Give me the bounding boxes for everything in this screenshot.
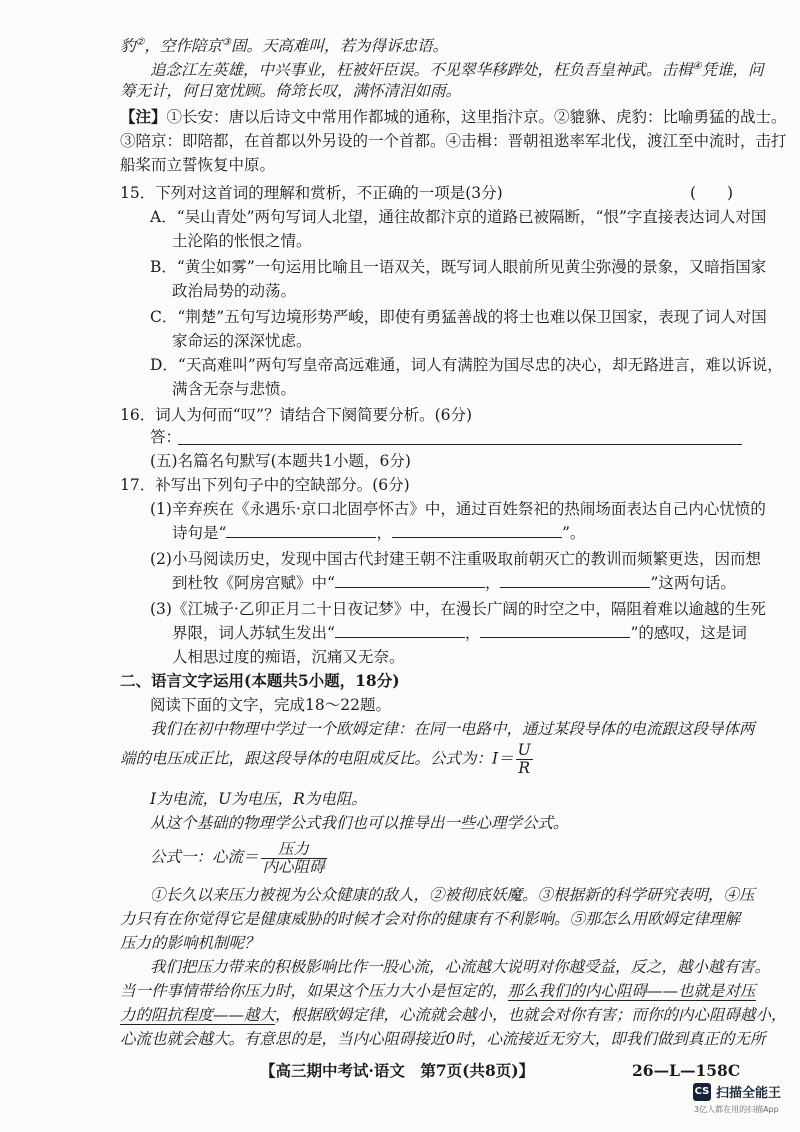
formula-one: 公式一：心流＝ $\frac{\text{压力}}{\text{内心阻碍}}$ xyxy=(150,839,325,876)
underlined-sentence-cont: 力的阻抗程度——越大 xyxy=(120,1006,276,1024)
q17-item-1-blanks: 诗句是“ ， ”。 xyxy=(172,524,586,542)
q15-option-c: C．“荆楚”五句写边境形势严峻，即使有勇猛善战的将士也难以保卫国家，表现了词人对国 xyxy=(150,308,767,326)
scanner-logo-icon: CS xyxy=(693,1083,711,1101)
q15-option-d-cont: 满含无奈与悲愤。 xyxy=(172,380,297,398)
blank-1a[interactable] xyxy=(226,523,376,538)
part-2-heading: 二、语言文字运用(本题共5小题，18分) xyxy=(120,671,400,690)
q16-answer-label: 答： xyxy=(150,428,182,446)
q15-option-a-cont: 土沦陷的怅恨之情。 xyxy=(172,232,312,250)
q17-item-3-cont: 人相思过度的痴语，沉痛又无奈。 xyxy=(172,648,405,666)
note-line-3: 船桨而立誓恢复中原。 xyxy=(120,156,276,174)
blank-3b[interactable] xyxy=(480,623,630,638)
ohm-fraction: $\frac{U}{R}$ xyxy=(517,741,531,777)
q17-item-2: (2)小马阅读历史，发现中国古代封建王朝不注重吸取前朝灭亡的教训而频繁更迭，因而想 xyxy=(150,550,761,568)
passage-p5-line4: 心流也就会越大。有意思的是，当内心阻碍接近0时，心流接近无穷大，即我们做到真正的无所 xyxy=(120,1030,766,1048)
poem-line-3: 筹无计，何日宽忧顾。倚筇长叹，满怀清泪如雨。 xyxy=(120,82,462,100)
poem-line-1: 豹②，空作陪京③固。天高难叫，若为得诉忠语。 xyxy=(120,37,448,56)
passage-p1-cont: 端的电压成正比，跟这段导体的电阻成反比。公式为：I＝ $\frac{U}{R}$ xyxy=(120,741,531,777)
note-line-1: 【注】①长安：唐以后诗文中常用作都城的通称，这里指汴京。②貔貅、虎豹：比喻勇猛的战士。 xyxy=(120,107,787,126)
q17-item-3: (3)《江城子·乙卯正月二十日夜记梦》中，在漫长广阔的时空之中，隔阻着难以逾越的生死 xyxy=(150,600,766,618)
passage-p1: 我们在初中物理中学过一个欧姆定律：在同一电路中，通过某段导体的电流跟这段导体两 xyxy=(150,720,755,738)
passage-p3: 从这个基础的物理学公式我们也可以推导出一些心理学公式。 xyxy=(150,814,569,832)
exam-code: 26—L—158C xyxy=(632,1061,741,1080)
q17-stem: 17．补写出下列句子中的空缺部分。(6分) xyxy=(120,476,410,494)
q17-item-2-blanks: 到杜牧《阿房宫赋》中“ ， ”这两句话。 xyxy=(172,574,736,592)
passage-p5-line2: 当一件事情带给你压力时，如果这个压力大小是恒定的，那么我们的内心阻碍——也就是对压 xyxy=(120,982,756,1000)
blank-1b[interactable] xyxy=(392,523,562,538)
scanner-app-tagline: 3亿人都在用的扫描App xyxy=(694,1105,779,1114)
formula-fraction: $\frac{\text{压力}}{\text{内心阻碍}}$ xyxy=(262,839,325,876)
blank-2a[interactable] xyxy=(335,573,485,588)
page-footer: 【高三期中考试·语文 第7页(共8页)】 xyxy=(260,1061,535,1080)
q17-item-3-blanks: 界限，词人苏轼生发出“ ， ”的感叹，这是词 xyxy=(172,624,747,642)
passage-p5: 我们把压力带来的积极影响比作一股心流，心流越大说明对你越受益，反之，越小越有害。 xyxy=(150,958,771,976)
q15-stem: 15．下列对这首词的理解和赏析，不正确的一项是(3分) xyxy=(120,184,503,202)
passage-p4: ①长久以来压力被视为公众健康的敌人，②被彻底妖魔。③根据新的科学研究表明，④压 xyxy=(150,886,755,904)
underlined-sentence: 那么我们的内心阻碍——也就是对压 xyxy=(507,982,756,1000)
blank-2b[interactable] xyxy=(500,573,650,588)
q15-option-d: D．“天高难叫”两句写皇帝高远难通，词人有满腔为国尽忠的决心，却无路进言，难以诉说， xyxy=(150,356,783,374)
passage-p5-line3: 力的阻抗程度——越大，根据欧姆定律，心流就会越小，也就会对你有害；而你的内心阻碍越小， xyxy=(120,1006,787,1024)
q16-stem: 16．词人为何而“叹”？请结合下阕简要分析。(6分) xyxy=(120,406,473,424)
poem-line-2: 追念江左英雄，中兴事业，枉被奸臣误。不见翠华移跸处，枉负吾皇神武。击楫④凭谁，问 xyxy=(150,61,764,80)
scanner-app-name: 扫描全能王 xyxy=(716,1086,782,1101)
q15-option-b: B．“黄尘如雾”一句运用比喻且一语双关，既写词人眼前所见黄尘弥漫的景象，又暗指国家 xyxy=(150,258,767,276)
q16-answer-line[interactable] xyxy=(178,444,742,445)
q15-option-a: A．“吴山青处”两句写词人北望，通往故都汴京的道路已被隔断，“恨”字直接表达词人对国 xyxy=(150,208,767,226)
part-2-intro: 阅读下面的文字，完成18～22题。 xyxy=(150,696,391,714)
section-5-heading: (五)名篇名句默写(本题共1小题，6分) xyxy=(150,452,411,470)
q15-answer-bracket: ( ) xyxy=(690,184,734,202)
q15-option-b-cont: 政治局势的动荡。 xyxy=(172,282,297,300)
passage-p4-cont: 力只有在你觉得它是健康威胁的时候才会对你的健康有不利影响。⑤那怎么用欧姆定律理解 xyxy=(120,910,741,928)
blank-3a[interactable] xyxy=(335,623,465,638)
passage-p4-end: 压力的影响机制呢？ xyxy=(120,934,260,952)
q17-item-1: (1)辛弃疾在《永遇乐·京口北固亭怀古》中，通过百姓祭祀的热闹场面表达自己内心忧愤的 xyxy=(150,500,766,518)
q15-option-c-cont: 家命运的深深忧虑。 xyxy=(172,332,312,350)
passage-p2: I为电流，U为电压，R为电阻。 xyxy=(150,790,367,808)
note-line-2: ③陪京：即陪都，在首都以外另设的一个首都。④击楫：晋朝祖逖率军北伐，渡江至中流时，击打 xyxy=(120,132,787,150)
